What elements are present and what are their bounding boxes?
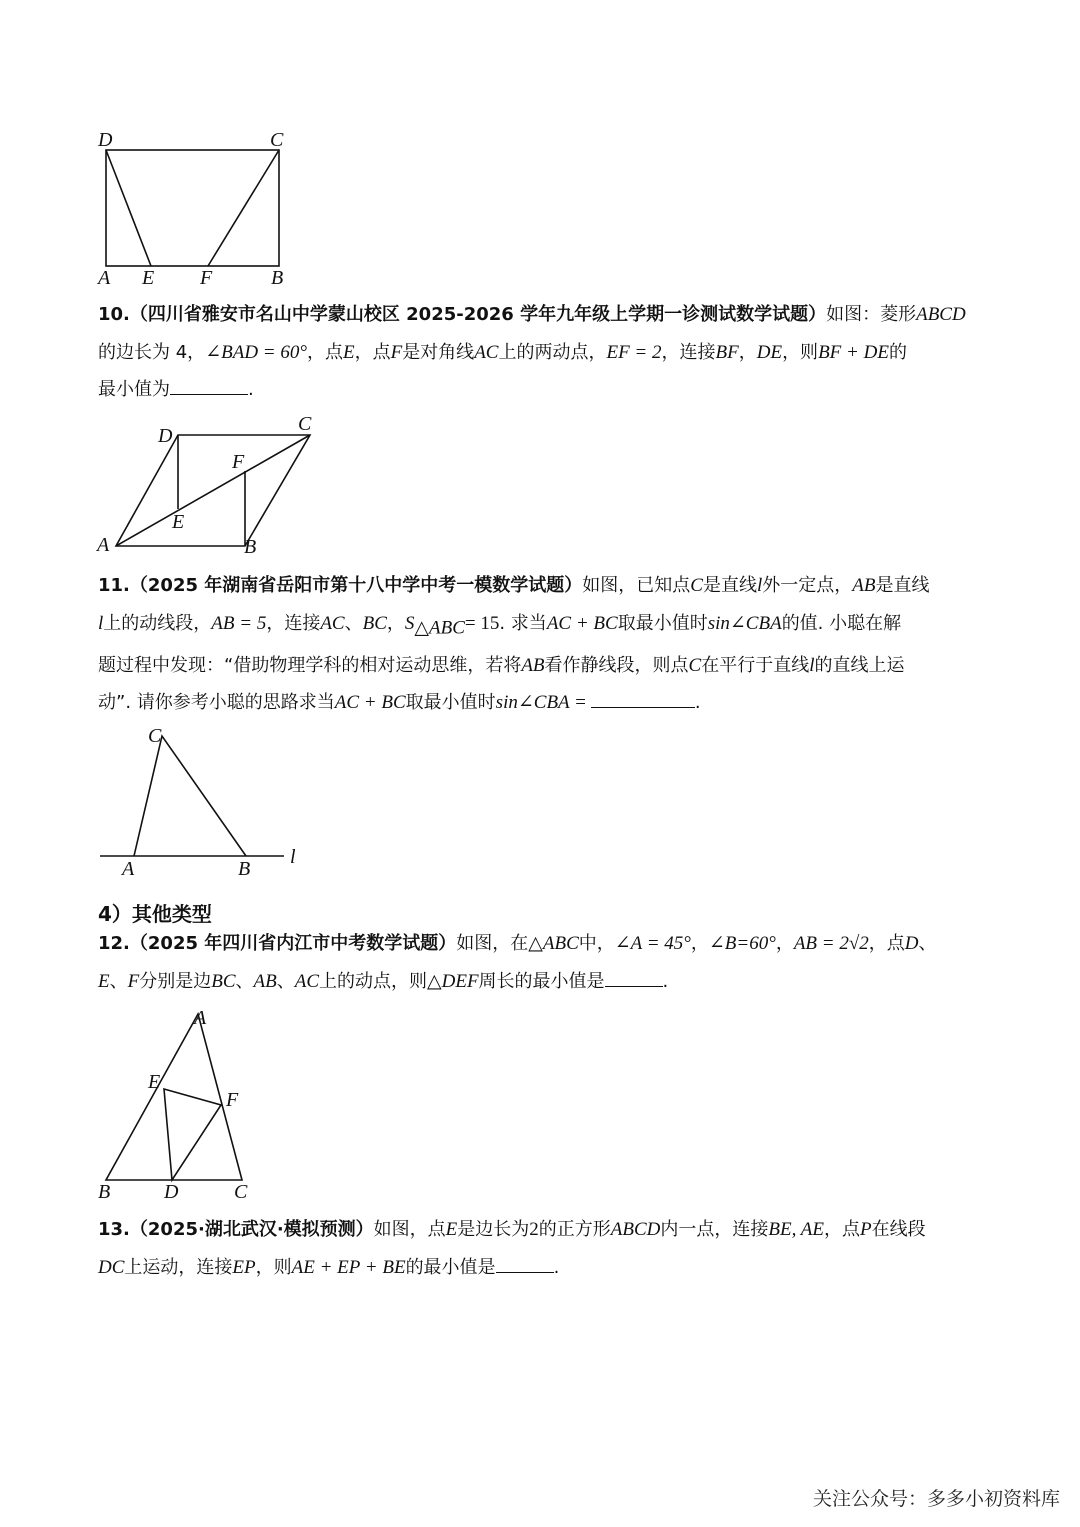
question-source: （2025·湖北武汉·模拟预测） xyxy=(129,1219,374,1240)
text: . xyxy=(553,1256,560,1278)
math: E xyxy=(342,341,355,363)
text: ，连接 xyxy=(661,341,716,363)
text: 的 xyxy=(888,341,907,363)
math: C xyxy=(688,654,702,676)
math: F xyxy=(390,341,403,363)
question-source: （四川省雅安市名山中学蒙山校区 2025-2026 学年九年级上学期一诊测试数学试题） xyxy=(129,304,827,325)
math: AB xyxy=(521,654,545,676)
text: 的边长为 4， xyxy=(98,341,206,363)
text: ，则 xyxy=(782,341,819,363)
question-11 xyxy=(98,567,983,722)
math: AC + BC xyxy=(546,612,618,634)
label-f: F xyxy=(200,267,213,289)
text: ， xyxy=(386,612,405,634)
label-e: E xyxy=(172,511,185,533)
label-b: B xyxy=(271,267,284,289)
footer-text: 关注公众号：多多小初资料库 xyxy=(812,1488,1060,1510)
math: ∠B=60° xyxy=(708,933,776,954)
text: 的最小值是 xyxy=(405,1256,496,1278)
math: BC xyxy=(362,612,387,634)
text: ，点 xyxy=(868,933,905,954)
label-c: C xyxy=(298,413,312,435)
text: 周长的最小值是 xyxy=(478,970,605,992)
text: 内一点，连接 xyxy=(660,1219,769,1240)
math: sin∠CBA xyxy=(707,612,782,634)
math: AB xyxy=(852,575,876,596)
text: ，则 xyxy=(255,1256,292,1278)
answer-blank[interactable] xyxy=(591,687,695,708)
text: 是直线 xyxy=(702,575,757,596)
question-13 xyxy=(98,1211,983,1286)
math: AB = 2√2 xyxy=(793,933,869,954)
segment-de xyxy=(106,150,151,266)
label-f: F xyxy=(226,1089,239,1111)
text: 最小值为 xyxy=(98,379,170,400)
math: BC xyxy=(211,970,236,992)
text: 的正方形 xyxy=(538,1219,611,1240)
figure-triangle-line xyxy=(96,722,316,882)
figure-rectangle xyxy=(90,124,300,290)
rectangle-abcd xyxy=(106,150,279,266)
question-number: 13. xyxy=(98,1219,130,1240)
math: ∠BAD = 60° xyxy=(205,341,307,363)
math: AC xyxy=(474,341,499,363)
label-a: A xyxy=(122,858,135,880)
text: ，点 xyxy=(354,341,391,363)
text: 中， xyxy=(578,933,615,954)
text: ， xyxy=(690,933,709,954)
text: 外一定点， xyxy=(762,575,853,596)
label-b: B xyxy=(238,858,251,880)
label-c: C xyxy=(148,725,162,747)
question-source: （2025 年四川省内江市中考数学试题） xyxy=(129,933,457,954)
text: 上的两动点， xyxy=(498,341,607,363)
math: EP xyxy=(232,1256,256,1278)
question-source: （2025 年湖南省岳阳市第十八中学中考一模数学试题） xyxy=(129,575,583,596)
math: E xyxy=(98,970,110,992)
text: ，点 xyxy=(823,1219,860,1240)
label-b: B xyxy=(98,1181,111,1203)
text: 是直线 xyxy=(875,575,930,596)
text: ， xyxy=(775,933,794,954)
label-c: C xyxy=(234,1181,248,1203)
label-d: D xyxy=(164,1181,179,1203)
label-c: C xyxy=(270,129,284,151)
text: 如图：菱形 xyxy=(826,304,917,325)
question-12 xyxy=(98,925,983,1000)
text: 动”. 请你参考小聪的思路求当 xyxy=(98,692,335,714)
math: C xyxy=(690,575,703,596)
text: 、 xyxy=(344,612,363,634)
label-b: B xyxy=(244,536,257,558)
label-e: E xyxy=(142,267,155,289)
text: 在线段 xyxy=(871,1219,926,1240)
answer-blank[interactable] xyxy=(170,374,248,395)
math: △ABC xyxy=(528,933,579,954)
text: 上运动，连接 xyxy=(124,1256,233,1278)
text: 在平行于直线 xyxy=(701,654,810,676)
label-d: D xyxy=(98,129,113,151)
figure-triangle-def xyxy=(92,1002,262,1207)
question-number: 12. xyxy=(98,933,130,954)
math: BF + DE xyxy=(818,341,889,363)
text: 、 xyxy=(235,970,254,992)
triangle-def xyxy=(164,1089,221,1180)
math: l xyxy=(756,575,763,596)
label-a: A xyxy=(194,1007,207,1029)
diagonal-ac xyxy=(116,435,310,546)
math: DC xyxy=(98,1256,125,1278)
text: 看作静线段，则点 xyxy=(544,654,689,676)
text: . 求当 xyxy=(499,612,547,634)
text: 如图，已知点 xyxy=(582,575,691,596)
math: F xyxy=(127,970,140,992)
math: EF = 2 xyxy=(606,341,662,363)
math: AE + EP + BE xyxy=(291,1256,406,1278)
math: P xyxy=(859,1219,872,1240)
label-a: A xyxy=(97,534,110,556)
text: 是边长为 xyxy=(457,1219,530,1240)
label-l: l xyxy=(290,846,296,868)
math: = 15 xyxy=(464,612,500,634)
text: 、 xyxy=(276,970,295,992)
math: l xyxy=(98,612,104,634)
math: AC xyxy=(294,970,319,992)
text: 如图，点 xyxy=(373,1219,446,1240)
math: DE xyxy=(756,341,783,363)
text: 如图，在 xyxy=(456,933,529,954)
math: ABCD xyxy=(916,304,966,325)
math: sin∠CBA = xyxy=(495,692,587,714)
label-f: F xyxy=(232,451,245,473)
question-number: 10. xyxy=(98,304,130,325)
text: 取最小值时 xyxy=(617,612,708,634)
text: ，点 xyxy=(306,341,343,363)
text: 的值. 小聪在解 xyxy=(781,612,902,634)
segment-cf xyxy=(208,150,279,266)
label-e: E xyxy=(148,1071,161,1093)
label-a: A xyxy=(98,267,111,289)
math: D xyxy=(904,933,919,954)
text: 、 xyxy=(109,970,128,992)
text: 题过程中发现：“借助物理学科的相对运动思维，若将 xyxy=(98,654,522,676)
math: AB xyxy=(253,970,277,992)
text: . xyxy=(662,970,669,992)
triangle-abc xyxy=(134,736,246,856)
text: . xyxy=(248,379,254,400)
question-number: 11. xyxy=(98,575,130,596)
text: 分别是边 xyxy=(139,970,212,992)
math: ∠A = 45° xyxy=(614,933,691,954)
math: AC + BC xyxy=(334,692,406,714)
answer-blank[interactable] xyxy=(496,1252,554,1273)
text: 上的动线段， xyxy=(103,612,212,634)
math: 2 xyxy=(529,1219,539,1240)
math: △DEF xyxy=(427,970,479,992)
math: AB = 5 xyxy=(211,612,267,634)
label-d: D xyxy=(158,425,173,447)
math: S xyxy=(404,612,415,634)
text: 取最小值时 xyxy=(405,692,496,714)
math: BE, AE xyxy=(768,1219,824,1240)
text: 的直线上运 xyxy=(814,654,905,676)
math: AC xyxy=(320,612,345,634)
math: E xyxy=(445,1219,458,1240)
text: ， xyxy=(738,341,757,363)
text: 上的动点，则 xyxy=(319,970,427,992)
text: 、 xyxy=(918,933,937,954)
triangle-abc xyxy=(106,1014,242,1180)
question-10 xyxy=(98,296,983,409)
math: l xyxy=(809,654,815,676)
math-subscript: △ABC xyxy=(414,617,465,639)
answer-blank[interactable] xyxy=(605,966,663,987)
text: 是对角线 xyxy=(402,341,475,363)
math: ABCD xyxy=(610,1219,661,1240)
text: ，连接 xyxy=(266,612,321,634)
math: BF xyxy=(715,341,739,363)
text: . xyxy=(694,692,701,714)
section-title: 4）其他类型 xyxy=(98,902,212,926)
figure-rhombus xyxy=(92,410,332,560)
